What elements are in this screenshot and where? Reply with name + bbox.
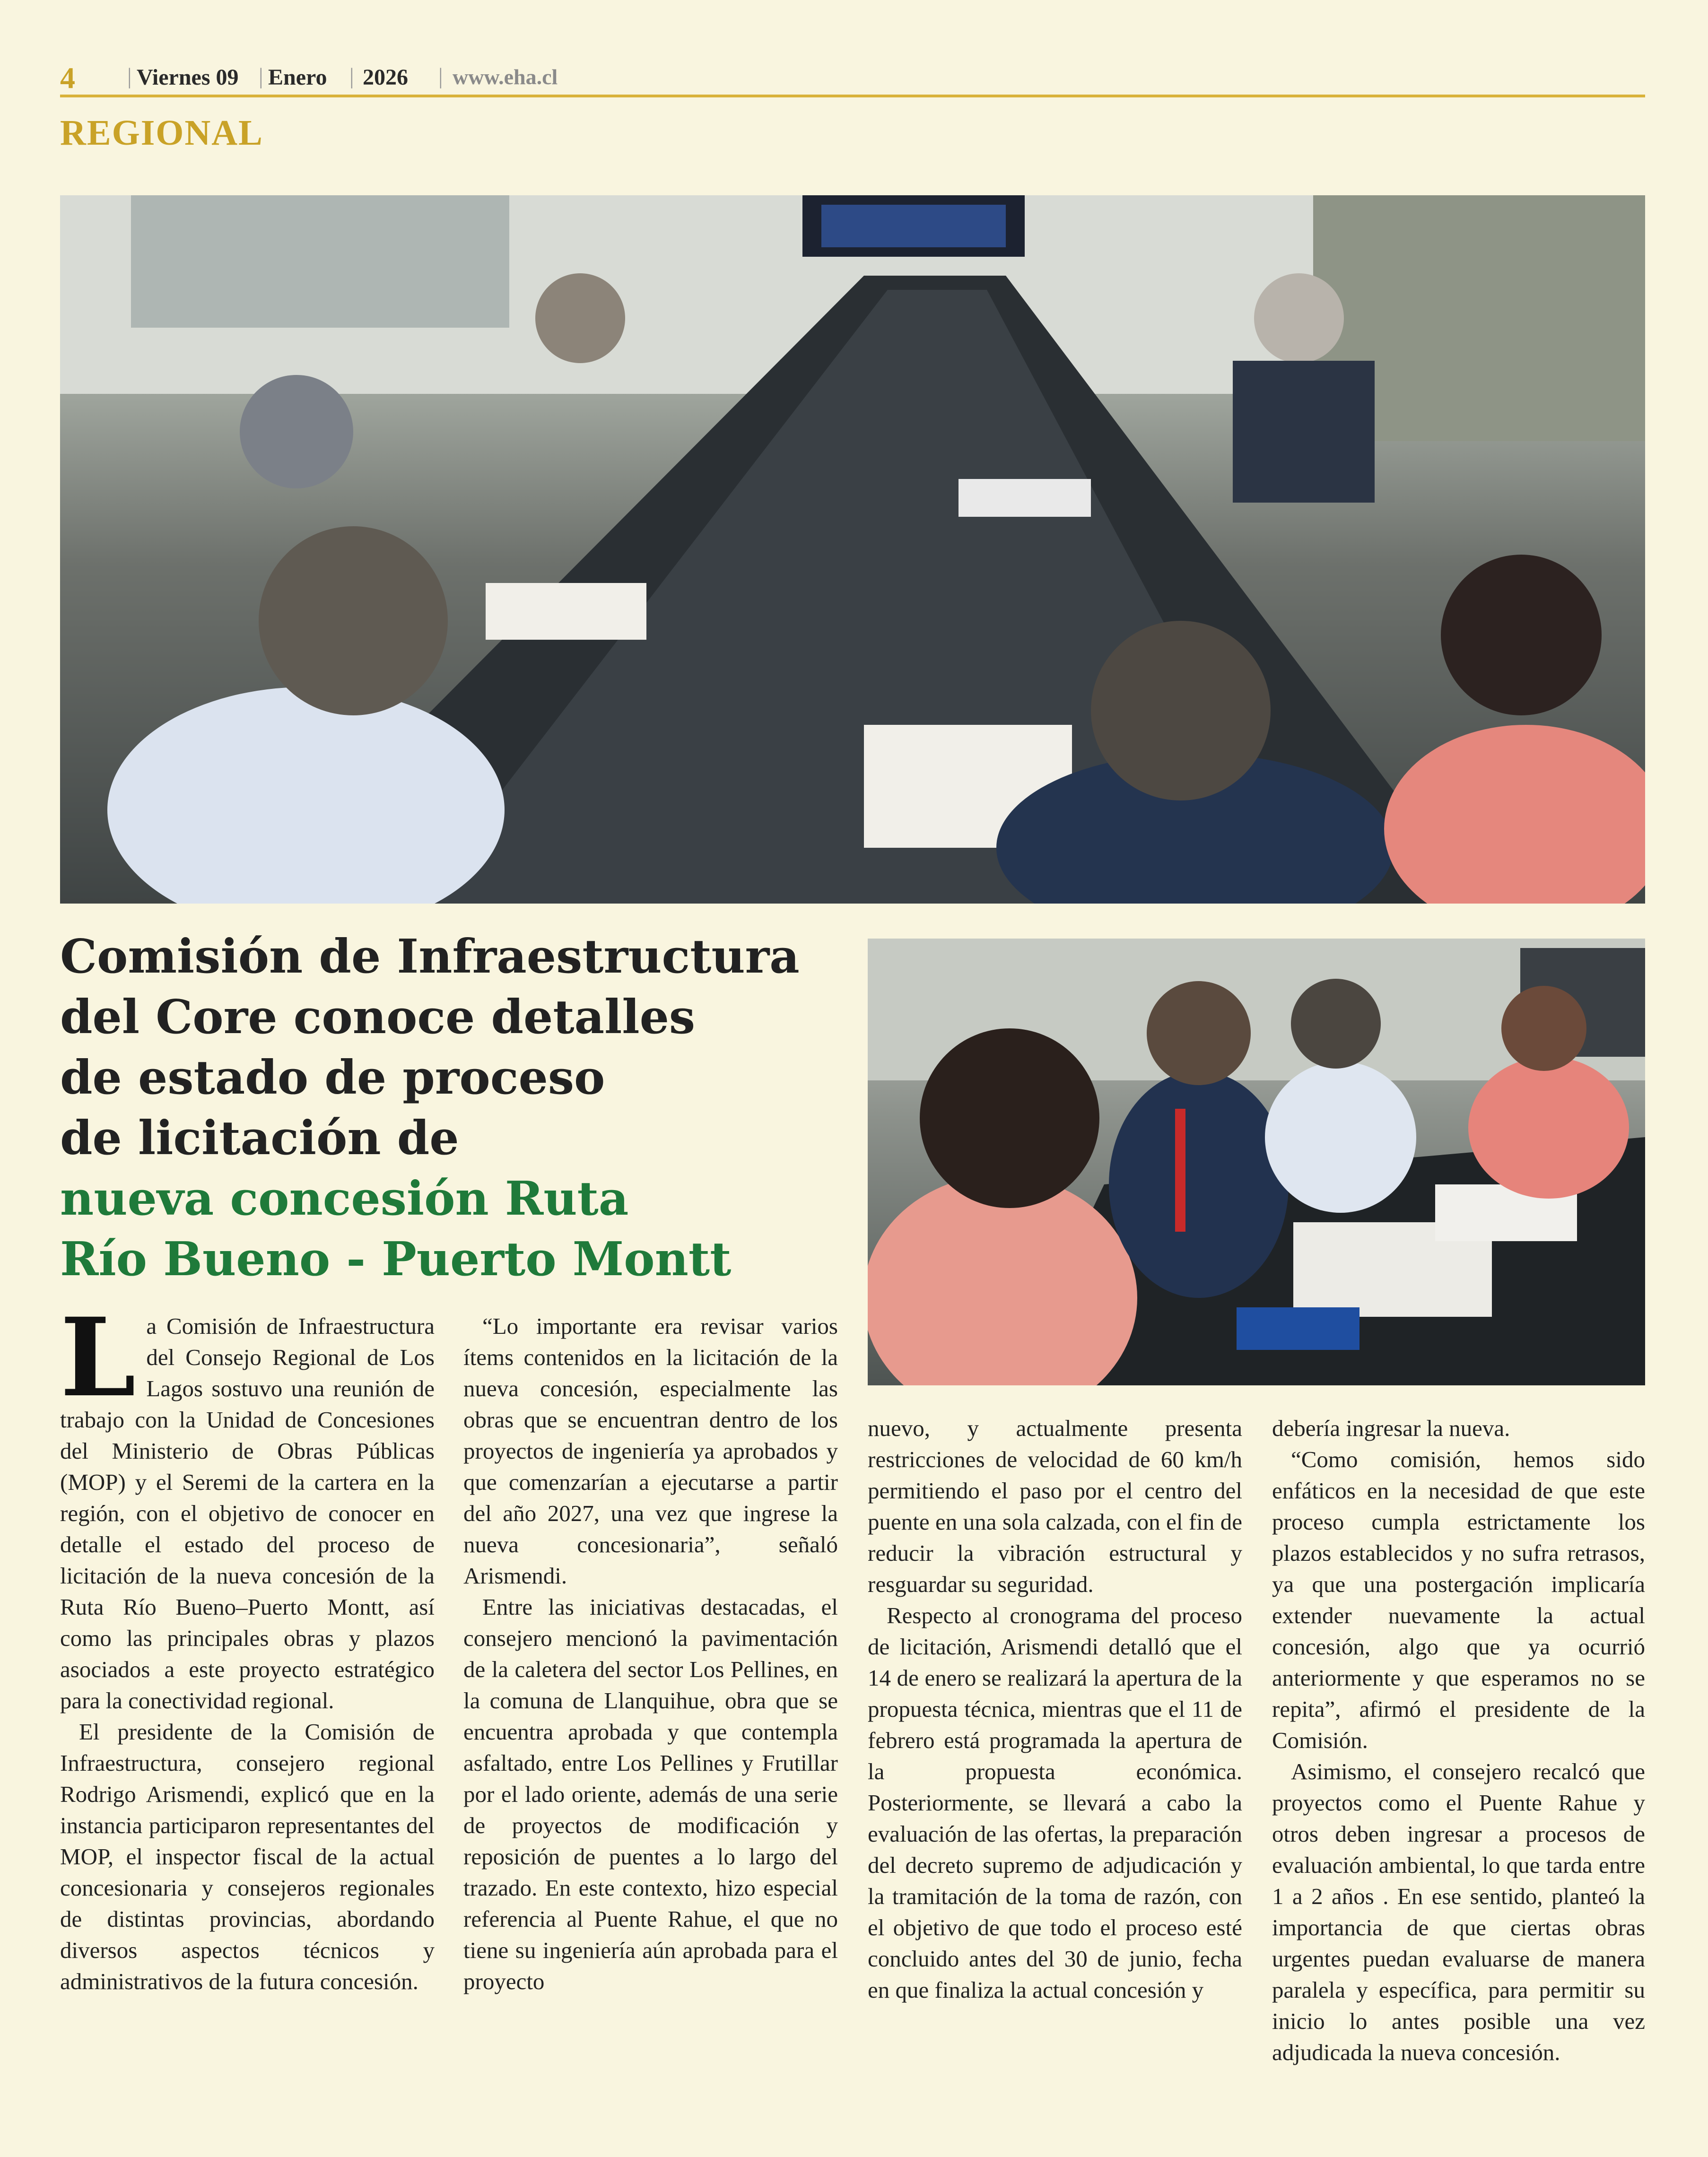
article-paragraph: Entre las iniciativas destacadas, el consejero mencionó la pavimentación de la caletera del sector Los Pellines, en la comuna de Llanquihue, obra que se encuentra aprobada y que contempla asfaltado, entre Los Pellines y Frutillar por el lado oriente, además de una serie de proyectos de modificación y reposición de puentes a lo largo del trazado. En este contexto, hizo especial referencia al Puente Rahue, el que no tiene su ingeniería aún aprobada para el proyecto: [463, 1594, 838, 1994]
headline-highlight-line: nueva concesión Ruta: [60, 1172, 629, 1226]
header-separator: |: [127, 64, 132, 89]
article-paragraph: debería ingresar la nueva.: [1272, 1415, 1510, 1441]
headline-line: Comisión de Infraestructura: [60, 930, 800, 984]
article-headline: [60, 927, 859, 1290]
article-column-4: [1272, 1413, 1645, 2068]
headline-line: de licitación de: [60, 1111, 459, 1165]
header-rule: [60, 95, 1645, 97]
headline-line: de estado de proceso: [60, 1051, 605, 1105]
headline-line: del Core conoce detalles: [60, 990, 696, 1044]
main-photo: [60, 195, 1645, 904]
article-paragraph: El presidente de la Comisión de Infraestructura, consejero regional Rodrigo Arismendi, explicó que en la instancia participaron representantes del MOP, el inspector fiscal de la actual concesionaria y consejeros regionales de distintas provincias, abordando diversos aspectos técnicos y administrativos de la futura concesión.: [60, 1719, 435, 1994]
header-separator: |: [438, 64, 443, 89]
page-header: [60, 61, 1645, 96]
main-photo-illustration: [60, 195, 1645, 904]
article-paragraph: “Como comisión, hemos sido enfáticos en la necesidad de que este proceso cumpla estrictamente los plazos establecidos y no sufra retrasos, ya que una postergación implicaría extender nuevamente la actual concesión, algo que ya ocurrió anteriormente y que esperamos no se repita”, afirmó el presidente de la Comisión.: [1272, 1446, 1645, 1753]
article-column-1: [60, 1294, 435, 1997]
header-separator: |: [349, 64, 354, 89]
article-column-3: [868, 1413, 1242, 2006]
article-paragraph: a Comisión de Infraestructura del Consejo Regional de Los Lagos sostuvo una reunión de trabajo con la Unidad de Concesiones del Ministerio de Obras Públicas (MOP) y el Seremi de la cartera en la región, con el objetivo de conocer en detalle el estado del proceso de licitación de la nueva concesión de la Ruta Río Bueno–Puerto Montt, así como las principales obras y plazos asociados a este proyecto estratégico para la conectividad regional.: [60, 1313, 435, 1713]
article-paragraph: Asimismo, el consejero recalcó que proyectos como el Puente Rahue y otros deben ingresar a procesos de evaluación ambiental, lo que tarda entre 1 a 2 años . En ese sentido, planteó la importancia de que ciertas obras urgentes puedan evaluarse de manera paralela y específica, para permitir su inicio lo antes posible una vez adjudicada la nueva concesión.: [1272, 1758, 1645, 2065]
header-url[interactable]: www.eha.cl: [453, 65, 558, 89]
header-month: Enero: [268, 65, 327, 90]
header-year: 2026: [363, 65, 408, 90]
side-photo: [868, 939, 1645, 1385]
headline-highlight-line: Río Bueno - Puerto Montt: [60, 1232, 732, 1287]
article-paragraph: “Lo importante era revisar varios ítems contenidos en la licitación de la nueva concesión, especialmente las obras que se encuentran dentro de los proyectos de ingeniería ya aprobados y que comenzarían a ejecutarse a partir del año 2027, una vez que ingrese la nueva concesionaria”, señaló Arismendi.: [463, 1313, 838, 1589]
drop-cap: L: [60, 1294, 136, 1421]
article-column-2: [463, 1311, 838, 1997]
side-photo-illustration: [868, 939, 1645, 1385]
section-label: REGIONAL: [60, 113, 263, 153]
article-paragraph: nuevo, y actualmente presenta restricciones de velocidad de 60 km/h permitiendo el paso por el centro del puente en una sola calzada, con el fin de reducir la vibración estructural y resguardar su seguridad.: [868, 1415, 1242, 1597]
page-number: 4: [60, 61, 75, 95]
header-separator: |: [259, 64, 263, 89]
article-paragraph: Respecto al cronograma del proceso de licitación, Arismendi detalló que el 14 de enero se realizará la apertura de la propuesta técnica, mientras que el 11 de febrero está programada la apertura de la propuesta económica. Posteriormente, se llevará a cabo la evaluación de las ofertas, la preparación del decreto supremo de adjudicación y la tramitación de la toma de razón, con el objetivo de que todo el proceso esté concluido antes del 30 de junio, fecha en que finaliza la actual concesión y: [868, 1602, 1242, 2003]
header-day: Viernes 09: [137, 65, 239, 90]
